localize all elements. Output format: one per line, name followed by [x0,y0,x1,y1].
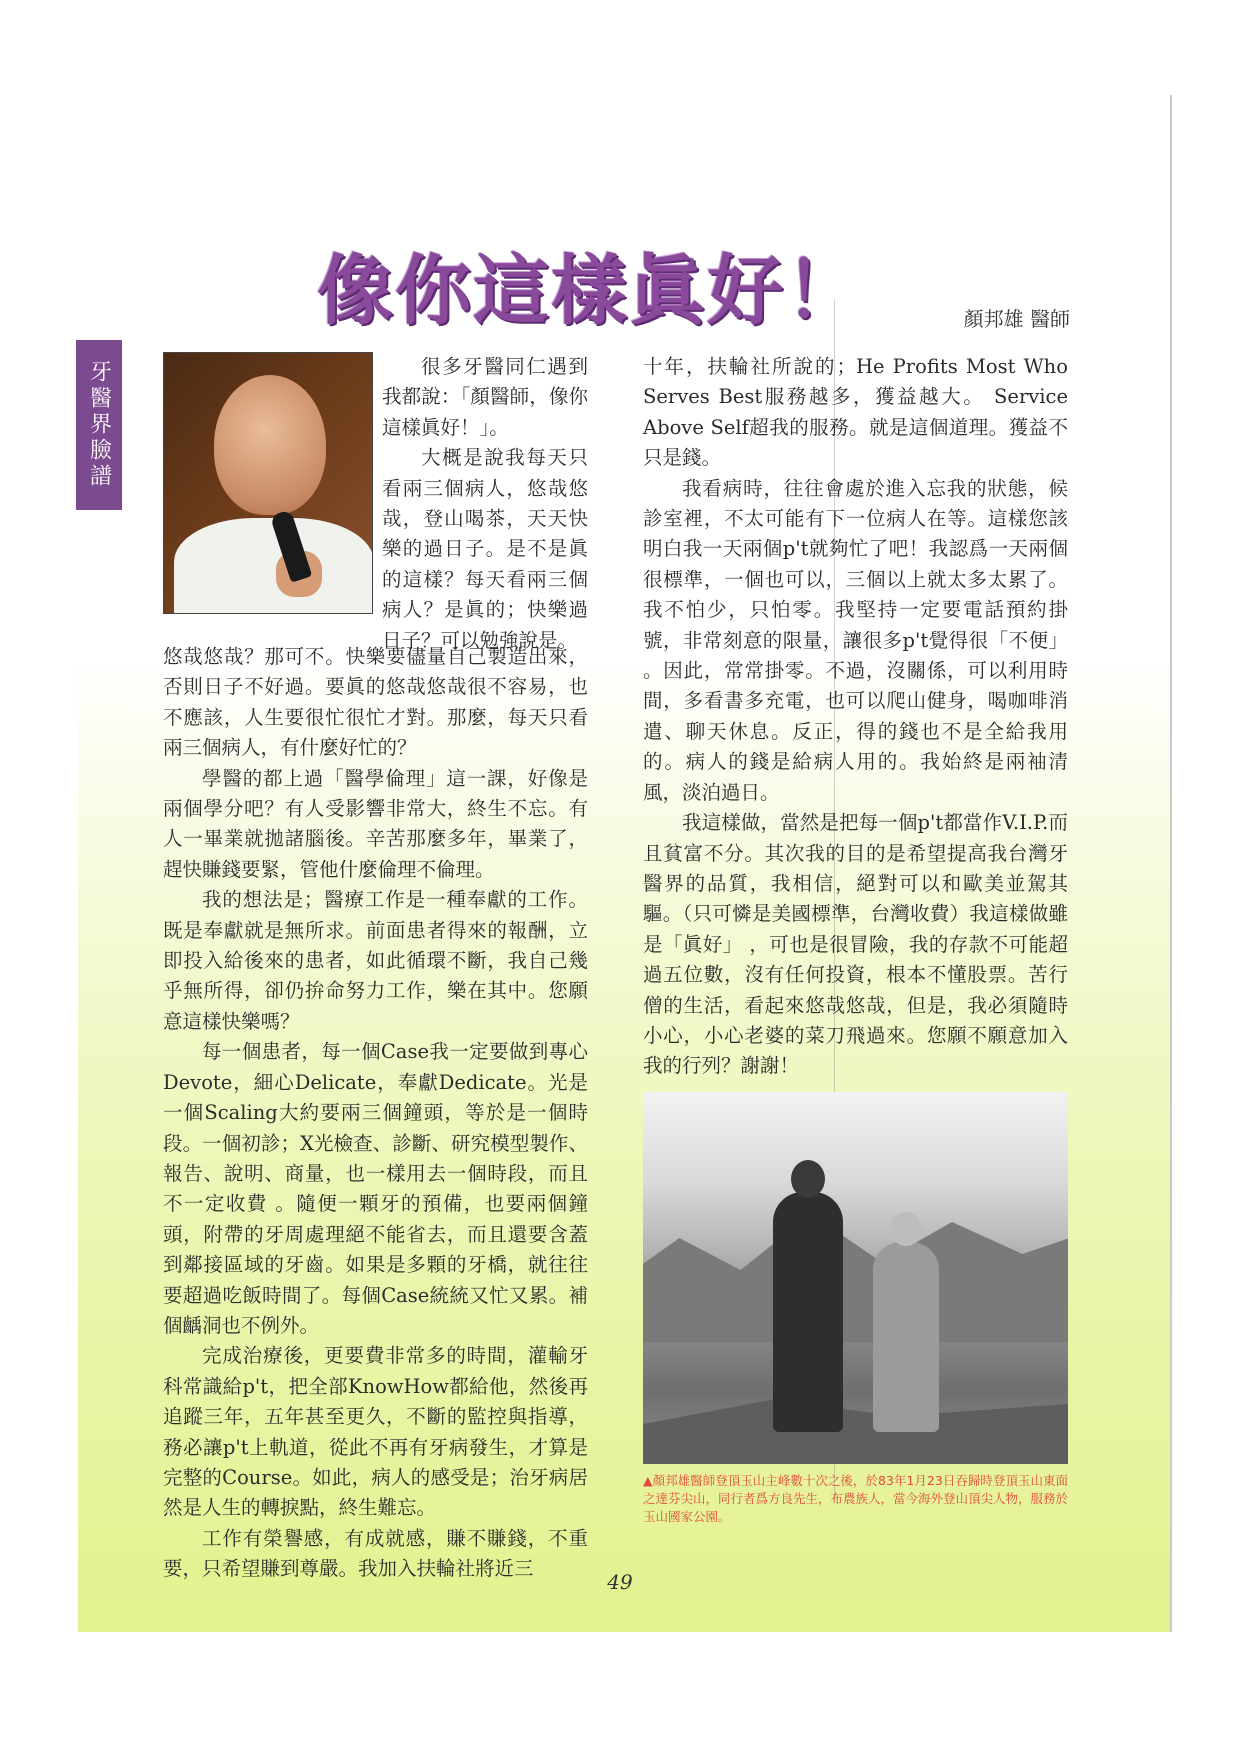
photo-mountain-ridge [643,1182,1068,1342]
paragraph-6: 完成治療後，更要費非常多的時間，灌輸牙科常識給p't，把全部KnowHow都給他，然後再追蹤三年，五年甚至更久，不斷的監控與指導，務必讓p't上軌道，從此不再有牙病發生，才算是完整的Course。如此，病人的感受是；治牙病居然是人生的轉捩點，終生難忘。 [163,1344,588,1520]
article-title: 像你這樣眞好！ [317,245,863,335]
section-tab-label: 牙醫界臉譜 [86,360,112,490]
mountain-photo [643,1092,1068,1464]
paragraph-2-top: 大概是說我每天只看兩三個病人，悠哉悠哉，登山喝茶，天天快樂的過日子。是不是眞的這樣？每天看兩三個病人？是眞的；快樂過日子？可以勉強說是。 [382,446,588,652]
right-column [643,352,1068,1082]
paragraph-9: 我這樣做，當然是把每一個p't都當作V.I.P.而且貧富不分。其次我的目的是希望提高我台灣牙醫界的品質，我相信，絕對可以和歐美並駕其驅。（只可憐是美國標準，台灣收費）我這樣做雖是「眞好」 ，可也是很冒險，我的存款不可能超過五位數，沒有任何投資，根本不懂股票。苦行僧的生活，看起來悠哉悠哉，但是，我必須隨時小心，小心老婆的菜刀飛過來。您願不願意加入我的行列？謝謝！ [643,811,1068,1078]
left-column-top [382,352,588,656]
paragraph-7: 工作有榮譽感，有成就感，賺不賺錢，不重要，只希望賺到尊嚴。我加入扶輪社將近三 [163,1526,588,1581]
left-column-bottom [163,642,588,1585]
photo-ground [643,1392,1068,1464]
paragraph-8: 我看病時，往往會處於進入忘我的狀態，候診室裡，不太可能有下一位病人在等。這樣您該明白我一天兩個p't就夠忙了吧！我認爲一天兩個很標準，一個也可以，三個以上就太多太累了。我不怕少，只怕零。我堅持一定要電話預約掛號，非常刻意的限量，讓很多p't覺得很「不便」 。因此，常常掛零。不過，沒關係，可以利用時間，多看書多充電，也可以爬山健身，喝咖啡消遣、聊天休息。反正，得的錢也不是全給我用的。病人的錢是給病人用的。我始終是兩袖清風，淡泊過日。 [643,476,1068,804]
page-edge [1170,95,1172,1632]
paragraph-3: 學醫的都上過「醫學倫理」這一課，好像是兩個學分吧？有人受影響非常大，終生不忘。有人一畢業就拋諸腦後。辛苦那麼多年，畢業了，趕快賺錢要緊，管他什麼倫理不倫理。 [163,766,588,881]
author-portrait-photo [163,352,373,614]
page-number: 49 [607,1570,633,1594]
photo-caption: ▲顏邦雄醫師登頂玉山主峰數十次之後，於83年1月23日吞歸時登頂玉山東面之達芬尖山，同行者爲方良先生，布農族人，當今海外登山頂尖人物，服務於玉山國家公園。 [643,1473,1069,1524]
photo-climber-right [873,1242,939,1432]
paragraph-4: 我的想法是；醫療工作是一種奉獻的工作。既是奉獻就是無所求。前面患者得來的報酬，立即投入給後來的患者，如此循環不斷，我自己幾乎無所得，卻仍拚命努力工作，樂在其中。您願意這樣快樂嗎？ [163,888,588,1033]
portrait-shirt [174,518,373,614]
paragraph-5: 每一個患者，每一個Case我一定要做到專心Devote，細心Delicate，奉獻Dedicate。光是一個Scaling大約要兩三個鐘頭，等於是一個時段。一個初診；X光檢查、診斷、研究模型製作、報告、說明、商量，也一樣用去一個時段，而且不一定收費 。隨便一顆牙的預備，也要兩個鐘頭，附帶的牙周處理絕不能省去，而且還要含蓋到鄰接區域的牙齒。如果是多顆的牙橋，就往往要超過吃飯時間了。每個Case統統又忙又累。補個齲洞也不例外。 [163,1040,588,1337]
author-byline: 顏邦雄 醫師 [963,307,1070,331]
section-tab [76,340,122,510]
paragraph-7-continued: 十年，扶輪社所說的；He Profits Most Who Serves Best服務越多，獲益越大。 Service Above Self超我的服務。就是這個道理。獲益不只是錢。 [643,355,1068,470]
paragraph-1: 很多牙醫同仁遇到我都說：「顏醫師，像你這樣眞好！」。 [382,355,588,439]
photo-climber-left [773,1192,843,1432]
portrait-head [214,375,326,515]
paragraph-2-bottom: 悠哉悠哉？那可不。快樂要儘量自己製造出來，否則日子不好過。要眞的悠哉悠哉很不容易，也不應該，人生要很忙很忙才對。那麼，每天只看兩三個病人，有什麼好忙的？ [163,645,588,760]
